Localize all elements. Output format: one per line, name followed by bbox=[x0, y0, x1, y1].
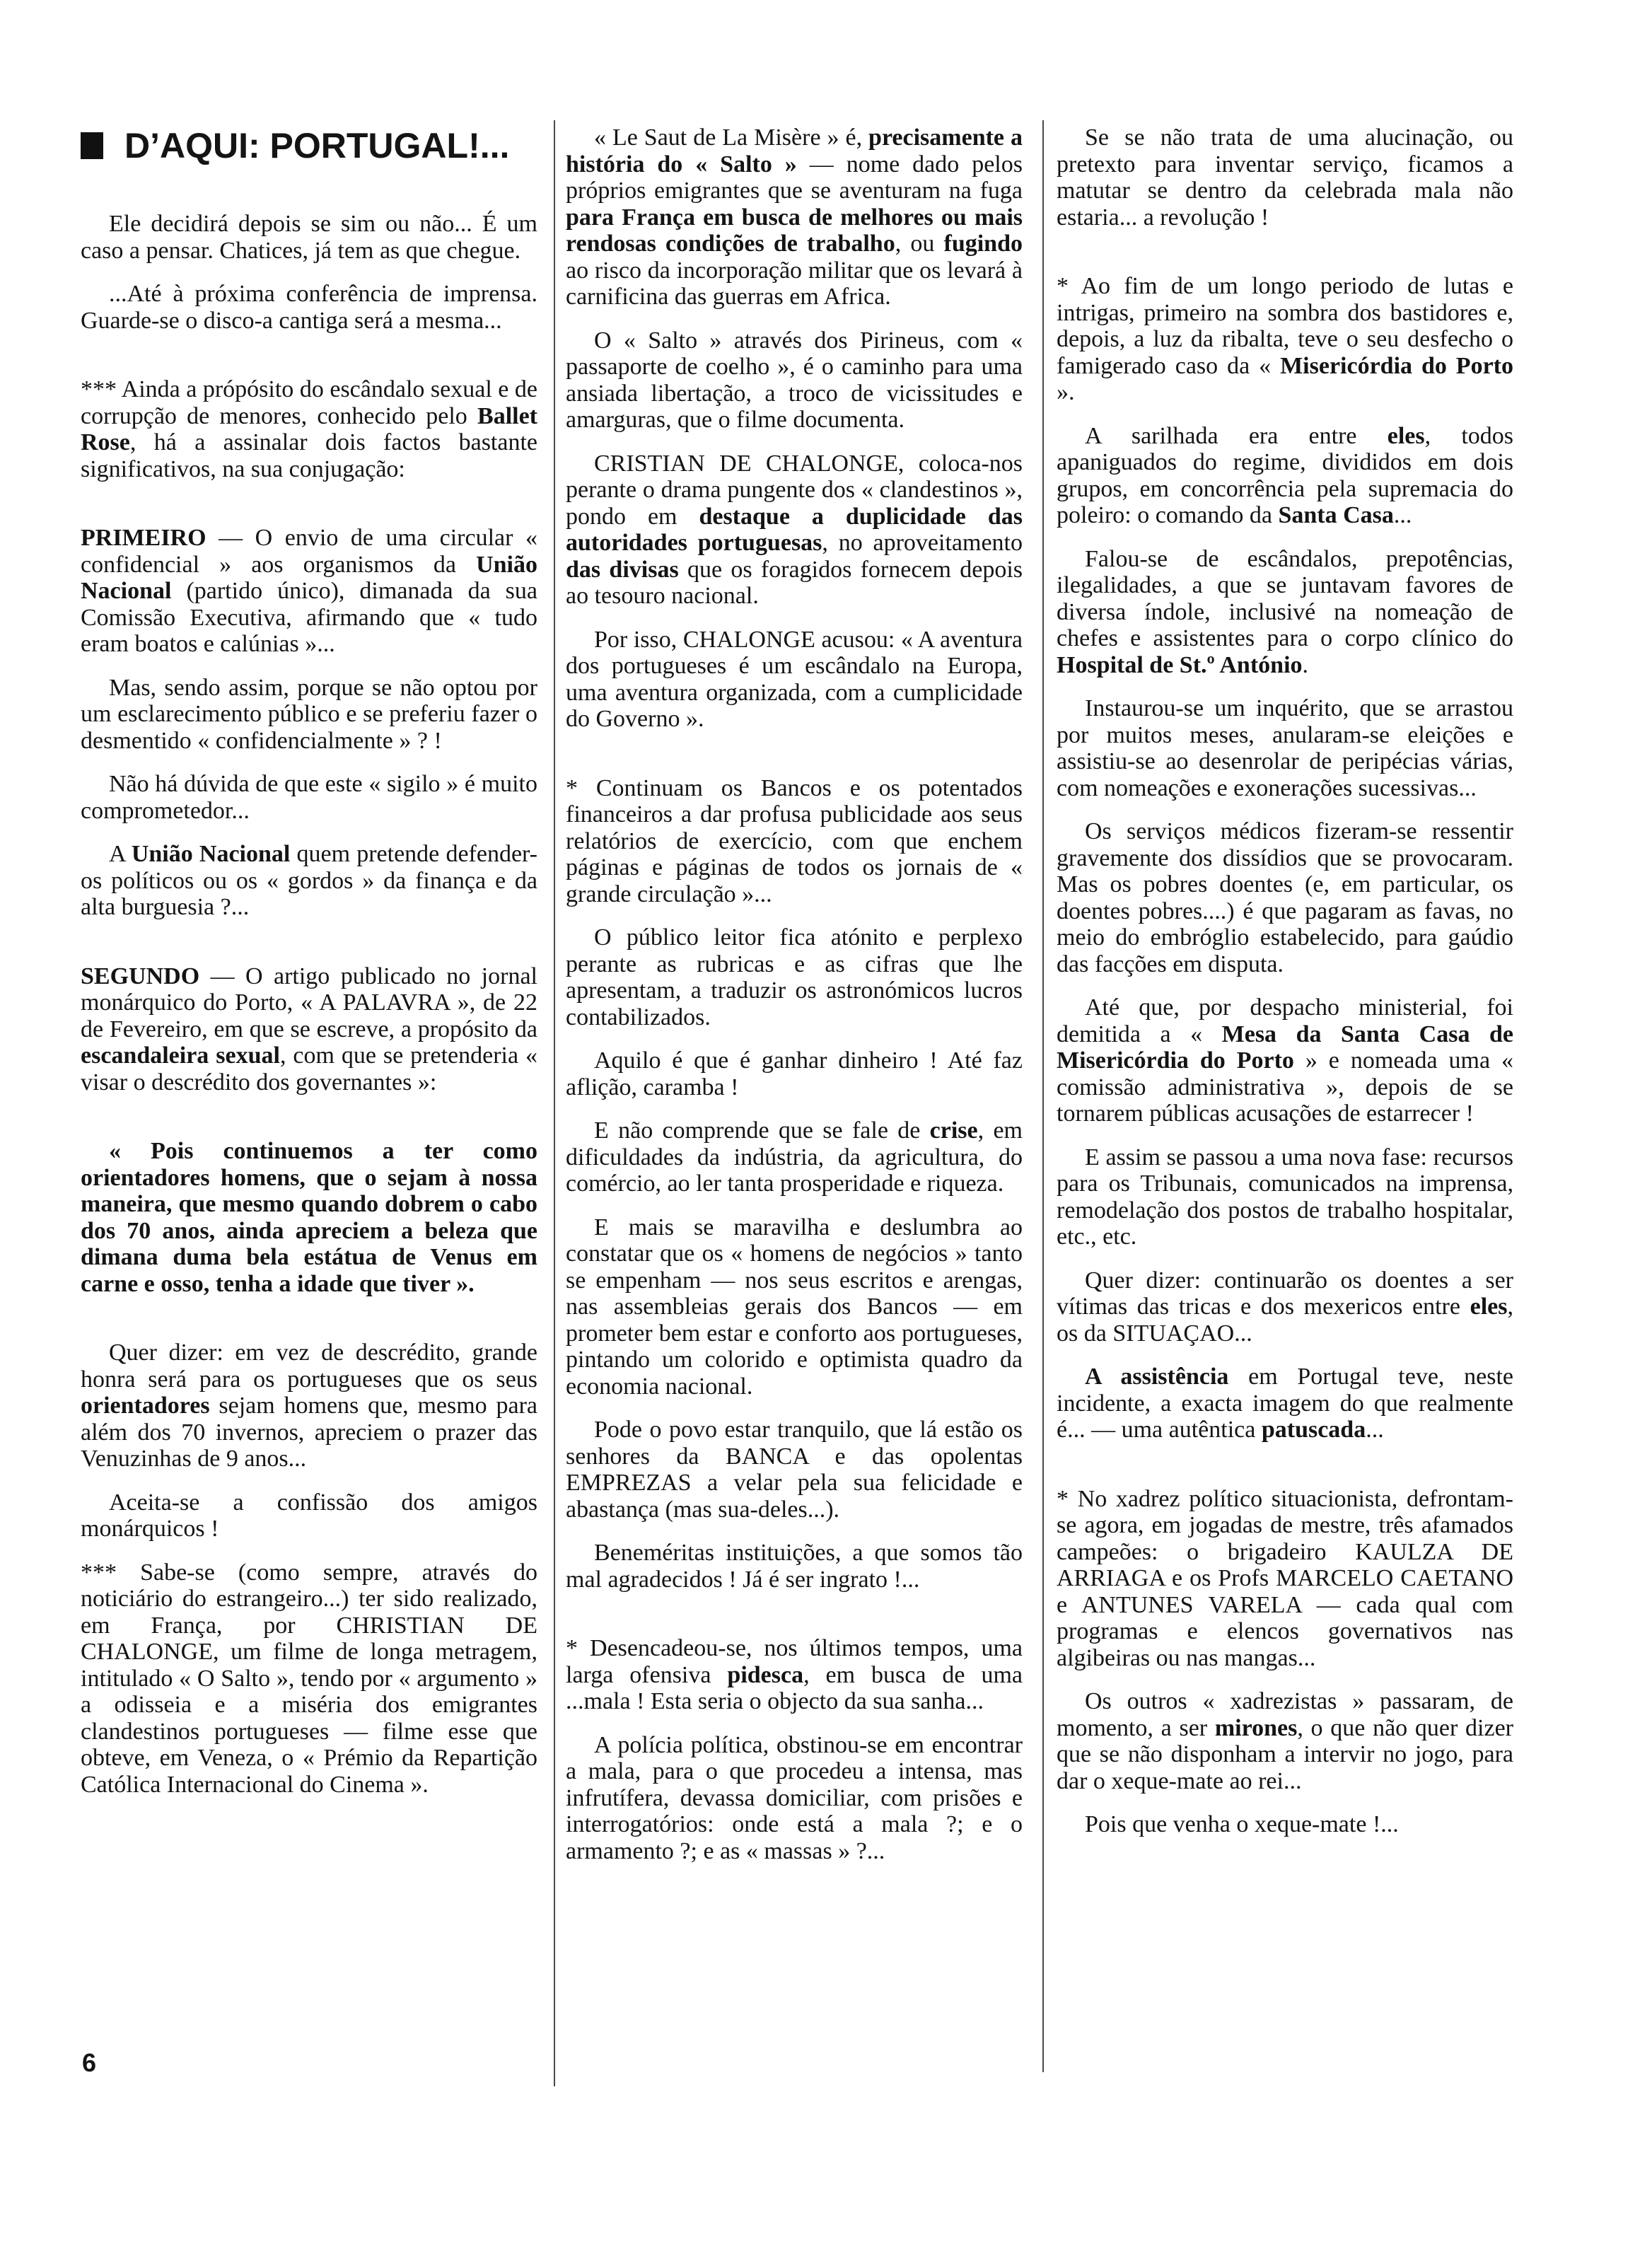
paragraph: Pode o povo estar tranquilo, que lá estão os senhores da BANCA e das opolentas EMPREZAS a velar pela sua felicidade e abastança (mas sua-deles...). bbox=[566, 1417, 1023, 1523]
paragraph: Por isso, CHALONGE acusou: « A aventura dos portugueses é um escândalo na Europa, uma aventura organizada, com a cumplicidade do Governo ». bbox=[566, 626, 1023, 732]
paragraph: Beneméritas instituições, a que somos tão mal agradecidos ! Já é ser ingrato !... bbox=[566, 1540, 1023, 1593]
column-3 bbox=[1057, 124, 1513, 1855]
paragraph: A assistência em Portugal teve, neste incidente, a exacta imagem do que realmente é... — uma autêntica patuscada... bbox=[1057, 1364, 1513, 1443]
page-number: 6 bbox=[82, 2048, 97, 2077]
paragraph: Se se não trata de uma alucinação, ou pretexto para inventar serviço, ficamos a matutar se dentro da celebrada mala não estaria... a revolução ! bbox=[1057, 124, 1513, 231]
paragraph: Instaurou-se um inquérito, que se arrastou por muitos meses, anularam-se eleições e assistiu-se ao desenrolar de peripécias várias, com nomeações e exonerações sucessivas... bbox=[1057, 695, 1513, 801]
paragraph: A polícia política, obstinou-se em encontrar a mala, para o que procedeu a intensa, mas infrutífera, devassa domiciliar, com prisões e interrogatórios: onde está a mala ?; e o armamento ?; e as « massas » ?... bbox=[566, 1731, 1023, 1864]
paragraph: Os outros « xadrezistas » passaram, de momento, a ser mirones, o que não quer dizer que se não disponham a intervir no jogo, para dar o xeque-mate ao rei... bbox=[1057, 1688, 1513, 1794]
paragraph: Mas, sendo assim, porque se não optou por um esclarecimento público e se preferiu fazer o desmentido « confidencialmente » ? ! bbox=[81, 674, 537, 754]
paragraph: * Continuam os Bancos e os potentados financeiros a dar profusa publicidade aos seus relatórios de exercício, com que enchem páginas e páginas de todos os jornais de « grande circulação »... bbox=[566, 774, 1023, 907]
article-title bbox=[81, 124, 537, 167]
paragraph: Até que, por despacho ministerial, foi demitida a « Mesa da Santa Casa de Misericórdia do Porto » e nomeada uma « comissão administrativa », depois de se tornarem públicas acusações de estarrecer ! bbox=[1057, 994, 1513, 1127]
quote-paragraph: « Pois continuemos a ter como orientadores homens, que o sejam à nossa maneira, que mesmo quando dobrem o cabo dos 70 anos, ainda apreciem a beleza que dimana duma bela estátua de Venus em carne e osso, tenha a idade que tiver ». bbox=[81, 1138, 537, 1297]
title-text: D’AQUI: PORTUGAL!... bbox=[124, 126, 510, 165]
paragraph: * Desencadeou-se, nos últimos tempos, uma larga ofensiva pidesca, em busca de uma ...mala ! Esta seria o objecto da sua sanha... bbox=[566, 1635, 1023, 1714]
column-2 bbox=[566, 124, 1023, 1881]
paragraph: O « Salto » através dos Pirineus, com « passaporte de coelho », é o caminho para uma ansiada libertação, a troco de vicissitudes e amarguras, que o filme documenta. bbox=[566, 327, 1023, 433]
paragraph: A sarilhada era entre eles, todos apaniguados do regime, divididos em dois grupos, em concorrência pela supremacia do poleiro: o comando da Santa Casa... bbox=[1057, 422, 1513, 528]
paragraph: Quer dizer: continuarão os doentes a ser vítimas das tricas e dos mexericos entre eles, os da SITUAÇAO... bbox=[1057, 1267, 1513, 1347]
column-1 bbox=[81, 124, 537, 1815]
paragraph: Falou-se de escândalos, prepotências, ilegalidades, a que se juntavam favores de diversa índole, inclusivé na nomeação de chefes e assistentes para o corpo clínico do Hospital de St.º António. bbox=[1057, 545, 1513, 678]
paragraph: E não comprende que se fale de crise, em dificuldades da indústria, da agricultura, do comércio, ao ler tanta prosperidade e riqueza. bbox=[566, 1117, 1023, 1197]
paragraph: * No xadrez político situacionista, defrontam-se agora, em jogadas de mestre, três afamados campeões: o brigadeiro KAULZA DE ARRIAGA e os Profs MARCELO CAETANO e ANTUNES VARELA — cada qual com programas e elencos governativos nas algibeiras ou nas mangas... bbox=[1057, 1485, 1513, 1671]
paragraph: Quer dizer: em vez de descrédito, grande honra será para os portugueses que os seus orientadores sejam homens que, mesmo para além dos 70 invernos, apreciem o prazer das Venuzinhas de 9 anos... bbox=[81, 1339, 537, 1472]
paragraph: PRIMEIRO — O envio de uma circular « confidencial » aos organismos da União Nacional (partido único), dimanada da sua Comissão Executiva, afirmando que « tudo eram boatos e calúnias »... bbox=[81, 525, 537, 657]
paragraph: ...Até à próxima conferência de imprensa. Guarde-se o disco-a cantiga será a mesma... bbox=[81, 281, 537, 334]
paragraph: Aquilo é que é ganhar dinheiro ! Até faz aflição, caramba ! bbox=[566, 1047, 1023, 1100]
paragraph: Ele decidirá depois se sim ou não... É um caso a pensar. Chatices, já tem as que chegue. bbox=[81, 211, 537, 264]
paragraph: Não há dúvida de que este « sigilo » é muito comprometedor... bbox=[81, 771, 537, 824]
paragraph: E assim se passou a uma nova fase: recursos para os Tribunais, comunicados na imprensa, remodelação dos postos de trabalho hospitalar, etc., etc. bbox=[1057, 1144, 1513, 1250]
paragraph: SEGUNDO — O artigo publicado no jornal monárquico do Porto, « A PALAVRA », de 22 de Fevereiro, em que se escreve, a propósito da escandaleira sexual, com que se pretenderia « visar o descrédito dos governantes »: bbox=[81, 963, 538, 1096]
paragraph: « Le Saut de La Misère » é, precisamente a história do « Salto » — nome dado pelos próprios emigrantes que se aventuram na fuga para França em busca de melhores ou mais rendosas condições de trabalho, ou fugindo ao risco da incorporação militar que os levará à carnificina das guerras em Africa. bbox=[566, 124, 1023, 310]
black-square-icon bbox=[81, 132, 103, 159]
paragraph: Aceita-se a confissão dos amigos monárquicos ! bbox=[81, 1489, 537, 1542]
paragraph: Pois que venha o xeque-mate !... bbox=[1085, 1811, 1399, 1837]
paragraph: CRISTIAN DE CHALONGE, coloca-nos perante o drama pungente dos « clandestinos », pondo em destaque a duplicidade das autoridades portuguesas, no aproveitamento das divisas que os foragidos fornecem depois ao tesouro nacional. bbox=[566, 450, 1023, 609]
paragraph: O público leitor fica atónito e perplexo perante as rubricas e as cifras que lhe apresentam, a traduzir os astronómicos lucros contabilizados. bbox=[566, 924, 1023, 1030]
column-rule bbox=[554, 120, 555, 2086]
paragraph: *** Sabe-se (como sempre, através do noticiário do estrangeiro...) ter sido realizado, em França, por CHRISTIAN DE CHALONGE, um filme de longa metragem, intitulado « O Salto », tendo por « argumento » a odisseia e a miséria dos emigrantes clandestinos portugueses — filme esse que obteve, em Veneza, o « Prémio da Repartição Católica Internacional do Cinema ». bbox=[81, 1559, 537, 1798]
paragraph: Os serviços médicos fizeram-se ressentir gravemente dos dissídios que se provocaram. Mas os pobres doentes (e, em particular, os doentes pobres....) é que pagaram as favas, no meio do embróglio estabelecido, para gaúdio das facções em disputa. bbox=[1057, 818, 1513, 977]
paragraph: * Ao fim de um longo periodo de lutas e intrigas, primeiro na sombra dos bastidores e, depois, a luz da ribalta, teve o seu desfecho o famigerado caso da « Misericórdia do Porto ». bbox=[1057, 273, 1513, 405]
column-rule bbox=[1042, 120, 1044, 2072]
paragraph: *** Ainda a própósito do escândalo sexual e de corrupção de menores, conhecido pelo Ballet Rose, há a assinalar dois factos bastante significativos, na sua conjugação: bbox=[81, 376, 537, 482]
paragraph: A União Nacional quem pretende defender-os políticos ou os « gordos » da finança e da alta burguesia ?... bbox=[81, 841, 537, 920]
paragraph: E mais se maravilha e deslumbra ao constatar que os « homens de negócios » tanto se empenham — nos seus escritos e arengas, nas assembleias gerais dos Bancos — em prometer bem estar e conforto aos portugueses, pintando um colorido e optimista quadro da economia nacional. bbox=[566, 1214, 1023, 1400]
